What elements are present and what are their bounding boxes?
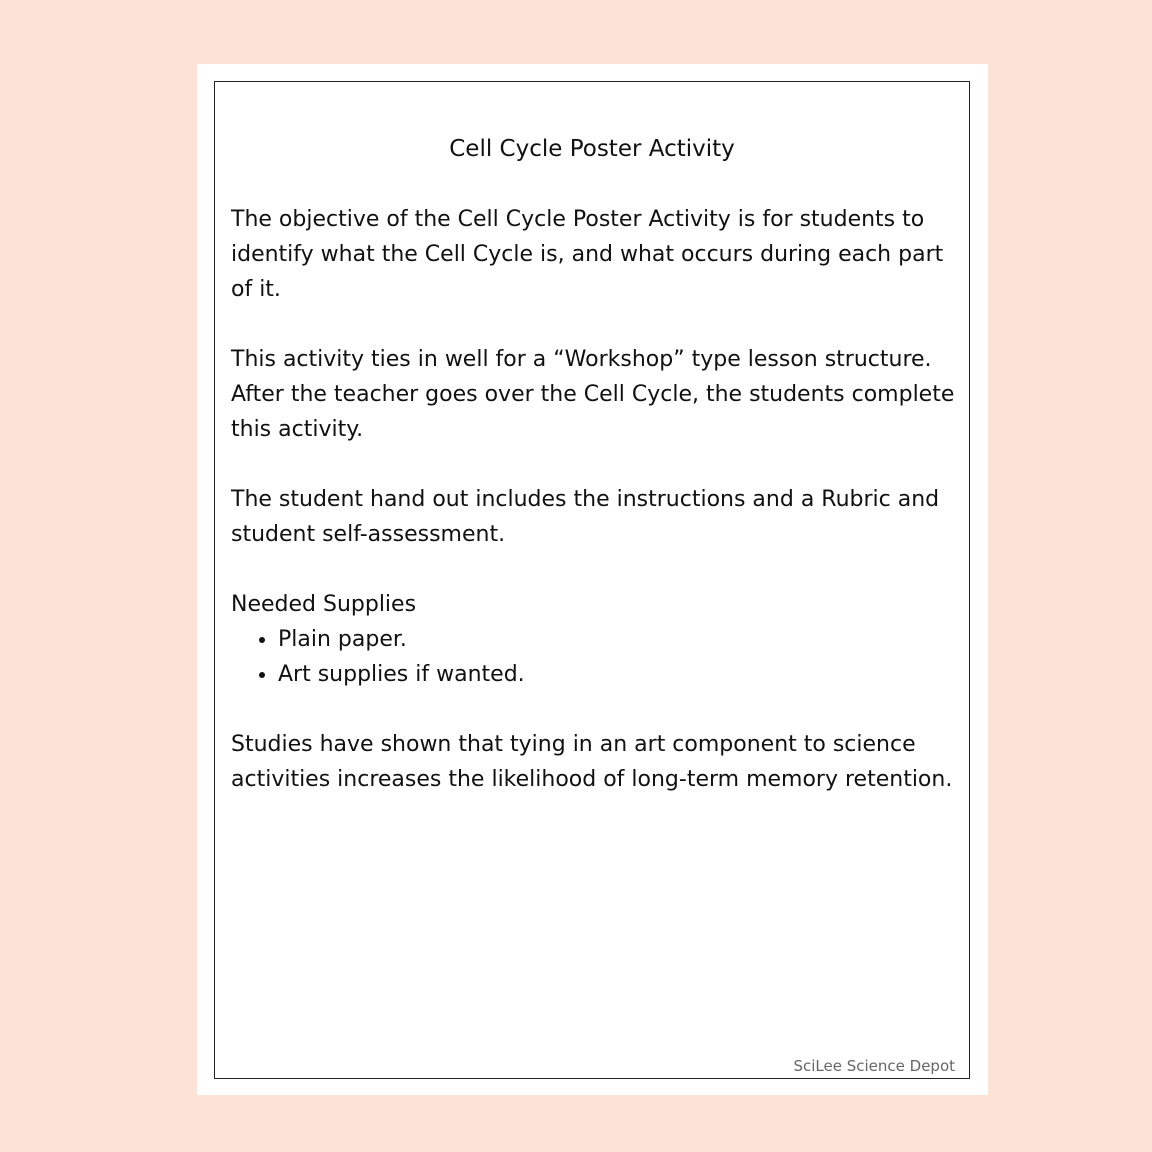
objective-paragraph: The objective of the Cell Cycle Poster Activity is for students to identify what the Cell Cycle is, and what occurs during each part of it. xyxy=(231,207,944,302)
handout-paragraph: The student hand out includes the instructions and a Rubric and student self-assessment. xyxy=(231,487,940,547)
closing-paragraph: Studies have shown that tying in an art component to science activities increases the likelihood of long-term memory retention. xyxy=(231,732,953,792)
document-title: Cell Cycle Poster Activity xyxy=(449,136,735,162)
supply-item: • Art supplies if wanted. xyxy=(278,657,955,692)
footer-credit: SciLee Science Depot xyxy=(793,1057,955,1075)
supplies-list xyxy=(231,622,955,692)
document-frame xyxy=(214,81,970,1079)
document-body xyxy=(231,202,955,832)
supply-item: • Plain paper. xyxy=(278,622,955,657)
supplies-heading: Needed Supplies xyxy=(231,592,417,617)
workshop-paragraph: This activity ties in well for a “Workshop” type lesson structure. After the teacher goes over the Cell Cycle, the students complete this activity. xyxy=(231,347,955,442)
